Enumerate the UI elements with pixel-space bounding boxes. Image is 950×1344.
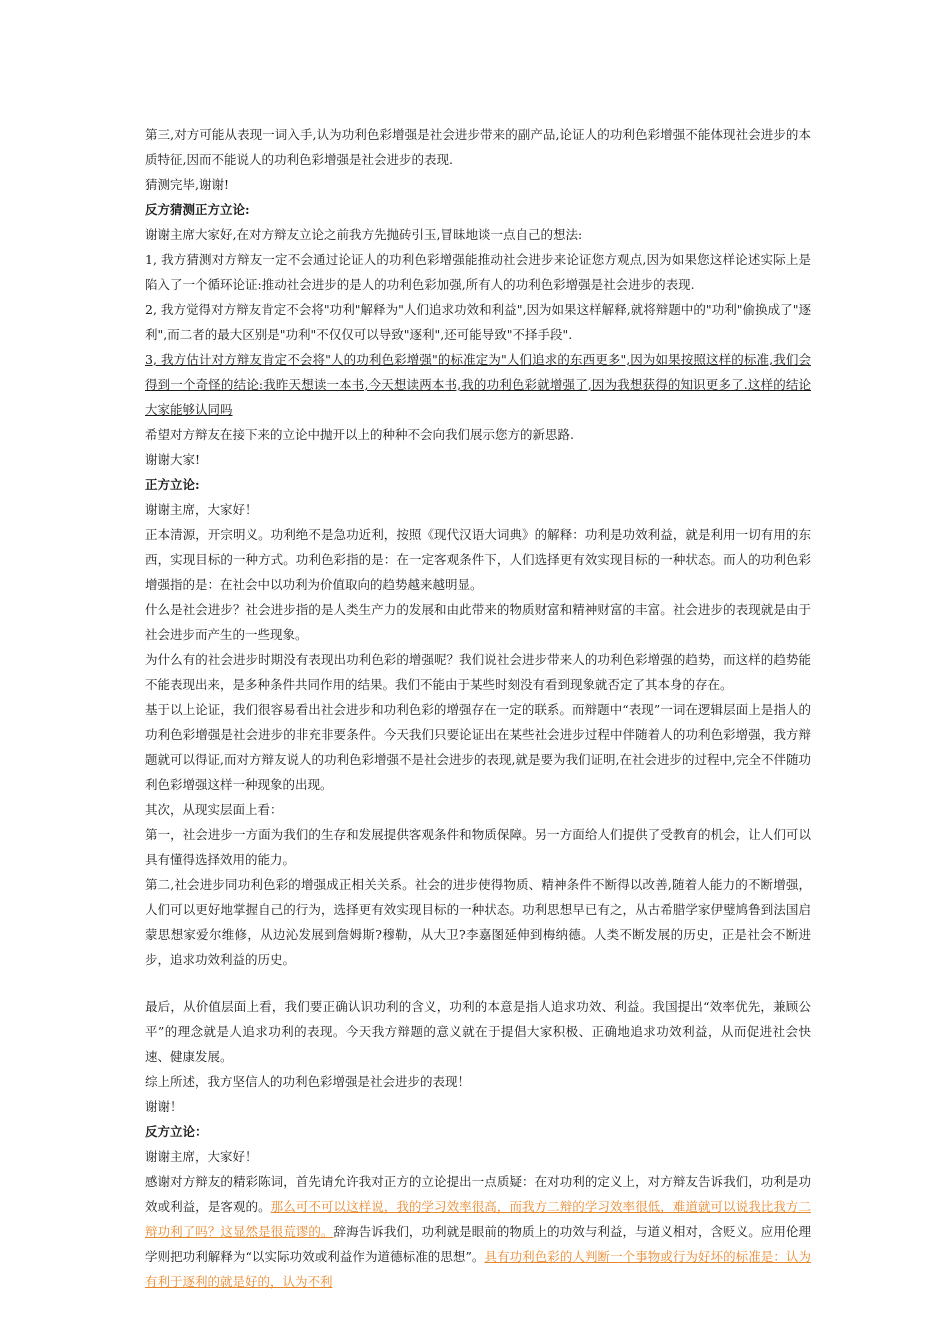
highlighted-text: 具有功利色彩的人判断一个事物或行为好坏的标准是：认为有利于逐利的就是好的，认为不利 [145,1249,811,1289]
paragraph: 什么是社会进步？社会进步指的是人类生产力的发展和由此带来的物质财富和精神财富的丰富。社会进步的表现就是由于社会进步而产生的一些现象。 [145,602,811,642]
paragraph: 谢谢！ [145,1099,183,1114]
paragraph: 第三,对方可能从表现一词入手,认为功利色彩增强是社会进步带来的副产品,论证人的功利色彩增强不能体现社会进步的本质特征,因而不能说人的功利色彩增强是社会进步的表现. [145,127,811,167]
section-heading: 反方立论： [145,1124,208,1139]
paragraph [145,1169,811,1294]
document-page [145,122,811,1294]
paragraph-text: 辞海告诉我们，功利就是眼前的物质上的功效与利益，与道义相对，含贬义。应用伦理学则把功利解释为“以实际功效或利益作为道德标准的思想”。 [145,1224,811,1264]
paragraph: 谢谢主席，大家好！ [145,1149,258,1164]
section-heading: 反方猜测正方立论: [145,202,250,217]
paragraph: 2, 我方觉得对方辩友肯定不会将"功利"解释为"人们追求功效和利益",因为如果这样解释,就将辩题中的"功利"偷换成了"逐利",而二者的最大区别是"功利"不仅仅可以导致"逐利",还可能导致"不择手段". [145,302,811,342]
paragraph: 希望对方辩友在接下来的立论中抛开以上的种种不会向我们展示您方的新思路. [145,427,574,442]
paragraph: 为什么有的社会进步时期没有表现出功利色彩的增强呢？我们说社会进步带来人的功利色彩增强的趋势，而这样的趋势能不能表现出来，是多种条件共同作用的结果。我们不能由于某些时刻没有看到现象就否定了其本身的存在。 [145,652,811,692]
paragraph: 正本清源，开宗明义。功利绝不是急功近利，按照《现代汉语大词典》的解释：功利是功效利益，就是利用一切有用的东西，实现目标的一种方式。功利色彩指的是：在一定客观条件下，人们选择更有效实现目标的一种状态。而人的功利色彩增强指的是：在社会中以功利为价值取向的趋势越来越明显。 [145,527,811,592]
paragraph: 1, 我方猜测对方辩友一定不会通过论证人的功利色彩增强能推动社会进步来论证您方观点,因为如果您这样论述实际上是陷入了一个循环论证:推动社会进步的是人的功利色彩加强,所有人的功利色彩增强是社会进步的表现. [145,252,811,292]
paragraph: 最后，从价值层面上看，我们要正确认识功利的含义，功利的本意是指人追求功效、利益。我国提出“效率优先，兼顾公平”的理念就是人追求功利的表现。今天我方辩题的意义就在于提倡大家积极、正确地追求功效利益，从而促进社会快速、健康发展。 [145,999,811,1064]
paragraph: 综上所述，我方坚信人的功利色彩增强是社会进步的表现！ [145,1074,471,1089]
paragraph: 基于以上论证，我们很容易看出社会进步和功利色彩的增强存在一定的联系。而辩题中“表现”一词在逻辑层面上是指人的功利色彩增强是社会进步的非充非要条件。今天我们只要论证出在某些社会进步过程中伴随着人的功利色彩增强，我方辩题就可以得证,而对方辩友说人的功利色彩增强不是社会进步的表现,就是要为我们证明,在社会进步的过程中,完全不伴随功利色彩增强这样一种现象的出现。 [145,702,811,792]
paragraph: 谢谢大家! [145,452,201,467]
paragraph: 第二,社会进步同功利色彩的增强成正相关关系。社会的进步使得物质、精神条件不断得以改善,随着人能力的不断增强，人们可以更好地掌握自己的行为，选择更有效实现目标的一种状态。功利思想早已有之，从古希腊学家伊璧鸠鲁到法国启蒙思想家爱尔维修，从边沁发展到詹姆斯?穆勒，从大卫?李嘉图延伸到梅纳德。人类不断发展的历史，正是社会不断进步，追求功效利益的历史。 [145,877,811,967]
paragraph: 第一，社会进步一方面为我们的生存和发展提供客观条件和物质保障。另一方面给人们提供了受教育的机会，让人们可以具有懂得选择效用的能力。 [145,827,811,867]
paragraph: 谢谢主席，大家好！ [145,502,258,517]
blank-line [145,972,811,994]
highlighted-text: 那么可不可以这样说，我的学习效率很高，而我方二辩的学习效率很低，难道就可以说我比我方二辩功利了吗？这显然是很荒谬的。 [145,1199,811,1239]
paragraph-text: 感谢对方辩友的精彩陈词，首先请允许我对正方的立论提出一点质疑：在对功利的定义上，对方辩友告诉我们，功利是功效或利益，是客观的。 [145,1174,811,1214]
paragraph: 谢谢主席大家好,在对方辩友立论之前我方先抛砖引玉,冒昧地谈一点自己的想法: [145,227,583,242]
paragraph: 猜测完毕,谢谢! [145,177,229,192]
underlined-paragraph: 3, 我方估计对方辩友肯定不会将"人的功利色彩增强"的标准定为"人们追求的东西更多",因为如果按照这样的标准,我们会得到一个奇怪的结论:我昨天想读一本书,今天想读两本书,我的功利色彩就增强了,因为我想获得的知识更多了.这样的结论大家能够认同吗 [145,352,811,417]
paragraph: 其次，从现实层面上看： [145,802,283,817]
section-heading: 正方立论: [145,477,200,492]
